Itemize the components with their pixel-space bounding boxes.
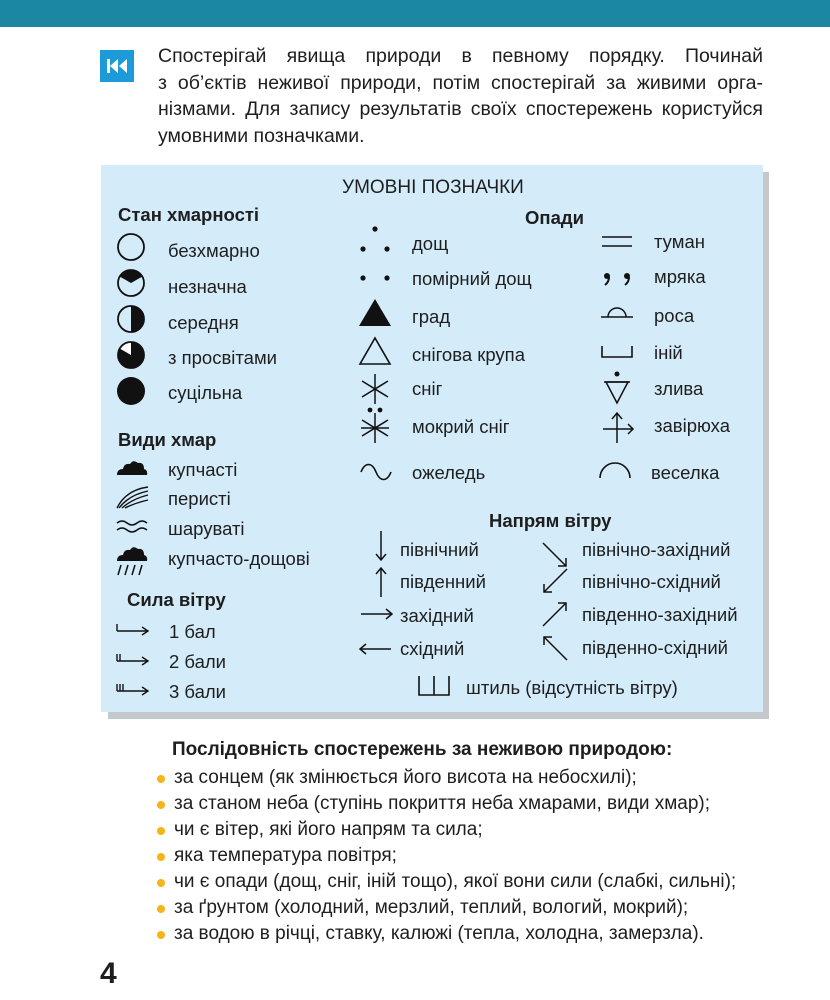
overcast-icon xyxy=(117,377,147,407)
wind-force-1-icon xyxy=(116,621,150,637)
snowstorm-icon xyxy=(602,412,634,444)
snow-label: сніг xyxy=(412,378,443,399)
intro-line: умовними позначками. xyxy=(158,124,365,147)
wind-force-1-label: 1 бал xyxy=(169,621,216,642)
dew-icon xyxy=(600,304,634,322)
hail-label: град xyxy=(412,306,451,327)
shower-icon xyxy=(602,371,632,405)
snow-icon xyxy=(360,373,390,405)
broken-cloud-icon xyxy=(117,341,147,371)
sequence-title: Послідовність спостережень за неживою природою: xyxy=(172,739,673,760)
fog-label: туман xyxy=(654,231,705,252)
northeast-wind-arrow-icon xyxy=(541,567,569,595)
list-item-text: за водою в річці, ставку, калюжі (тепла, холодна, замерзла). xyxy=(174,923,704,944)
bullet-icon xyxy=(157,775,165,783)
cloudiness-clear-label: безхмарно xyxy=(168,240,260,261)
list-item-text: за станом неба (ступінь покриття неба хмарами, види хмар); xyxy=(174,793,711,814)
dew-label: роса xyxy=(654,305,695,326)
bullet-icon xyxy=(157,879,165,887)
precipitation-heading: Опади xyxy=(525,207,584,228)
list-item-text: за сонцем (як змінюється його висота на небосхилі); xyxy=(174,767,637,788)
moderate-rain-label: помірний дощ xyxy=(412,268,532,289)
list-item-text: чи є опади (дощ, сніг, іній тощо), якої вони сили (слабкі, сильні); xyxy=(174,871,737,892)
wind-force-3-icon xyxy=(116,681,150,697)
top-banner xyxy=(0,0,830,27)
southeast-wind-label: південно-східний xyxy=(582,637,729,658)
sleet-label: мокрий сніг xyxy=(412,416,510,437)
cloudiness-overcast-label: суцільна xyxy=(168,382,243,403)
bullet-icon xyxy=(157,853,165,861)
bullet-icon xyxy=(157,931,165,939)
intro-line: з об’єктів неживої природи, потім спостерігай за живими орга- xyxy=(158,71,763,94)
sleet-icon xyxy=(360,407,390,445)
west-wind-label: західний xyxy=(400,605,474,626)
intro-text xyxy=(158,43,763,149)
bullet-icon xyxy=(157,801,165,809)
list-item xyxy=(157,765,736,791)
cirrus-icon xyxy=(116,486,150,510)
moderate-rain-icon xyxy=(358,271,392,285)
list-item xyxy=(157,895,736,921)
list-item xyxy=(157,921,736,947)
east-wind-arrow-icon xyxy=(358,641,392,657)
west-wind-arrow-icon xyxy=(360,606,394,622)
intro-line: Спостерігай явища природи в певному порядку. Починай xyxy=(158,45,763,67)
calm-icon xyxy=(417,675,451,697)
glaze-ice-icon xyxy=(360,462,392,482)
snowstorm-label: завірюха xyxy=(654,415,730,436)
wind-force-2-icon xyxy=(116,651,150,667)
bullet-icon xyxy=(157,905,165,913)
cloudiness-slight-label: незначна xyxy=(168,276,247,297)
northwest-wind-label: північно-західний xyxy=(582,539,731,560)
cloud-types-heading: Види хмар xyxy=(118,429,217,450)
rewind-icon[interactable] xyxy=(100,50,134,82)
list-item xyxy=(157,843,736,869)
cloudiness-heading: Стан хмарності xyxy=(118,204,260,225)
slight-cloud-icon xyxy=(117,269,147,299)
list-item-text: чи є вітер, які його напрям та сила; xyxy=(174,819,483,840)
sequence-list xyxy=(157,765,736,947)
cirrus-label: перисті xyxy=(168,488,231,509)
clear-sky-icon xyxy=(117,233,147,263)
stratus-label: шаруваті xyxy=(168,518,245,539)
cumulonimbus-label: купчасто-дощові xyxy=(168,548,310,569)
northwest-wind-arrow-icon xyxy=(541,541,569,569)
cumulus-icon xyxy=(116,459,148,477)
south-wind-label: південний xyxy=(400,571,486,592)
north-wind-label: північний xyxy=(400,539,479,560)
wind-strength-heading: Сила вітру xyxy=(127,589,226,610)
frost-label: іній xyxy=(654,342,683,363)
rain-label: дощ xyxy=(412,233,449,254)
wind-force-3-label: 3 бали xyxy=(169,681,227,702)
fog-icon xyxy=(601,234,633,250)
cumulonimbus-icon xyxy=(116,546,148,576)
southeast-wind-arrow-icon xyxy=(541,634,569,662)
wind-direction-heading: Напрям вітру xyxy=(489,510,612,531)
northeast-wind-label: північно-східний xyxy=(582,571,721,592)
drizzle-icon xyxy=(600,268,634,288)
southwest-wind-arrow-icon xyxy=(541,600,569,628)
cloudiness-medium-label: середня xyxy=(168,312,239,333)
list-item-text: яка температура повітря; xyxy=(174,845,397,866)
list-item xyxy=(157,869,736,895)
rainbow-icon xyxy=(598,460,632,480)
half-cloud-icon xyxy=(117,305,147,335)
wind-force-2-label: 2 бали xyxy=(169,651,227,672)
list-item xyxy=(157,817,736,843)
drizzle-label: мряка xyxy=(654,266,706,287)
cloudiness-broken-label: з просвітами xyxy=(168,347,278,368)
stratus-icon xyxy=(116,518,148,536)
cumulus-label: купчасті xyxy=(168,459,238,480)
bullet-icon xyxy=(157,827,165,835)
frost-icon xyxy=(600,344,634,360)
legend-title: УМОВНІ ПОЗНАЧКИ xyxy=(342,177,524,198)
list-item-text: за ґрунтом (холодний, мерзлий, теплий, вологий, мокрий); xyxy=(174,897,689,918)
list-item xyxy=(157,791,736,817)
north-wind-arrow-icon xyxy=(373,530,389,562)
glaze-ice-label: ожеледь xyxy=(412,462,486,483)
page-number: 4 xyxy=(100,957,117,990)
southwest-wind-label: південно-західний xyxy=(582,604,738,625)
intro-line: нізмами. Для запису результатів своїх спостережень користуйся xyxy=(158,98,763,120)
snow-pellets-label: снігова крупа xyxy=(412,344,525,365)
east-wind-label: східний xyxy=(400,638,465,659)
calm-label: штиль (відсутність вітру) xyxy=(466,677,678,698)
rainbow-label: веселка xyxy=(651,462,720,483)
shower-label: злива xyxy=(654,378,704,399)
hail-icon xyxy=(358,298,392,328)
rain-icon xyxy=(358,224,392,254)
snow-pellets-icon xyxy=(358,336,392,366)
south-wind-arrow-icon xyxy=(373,566,389,598)
